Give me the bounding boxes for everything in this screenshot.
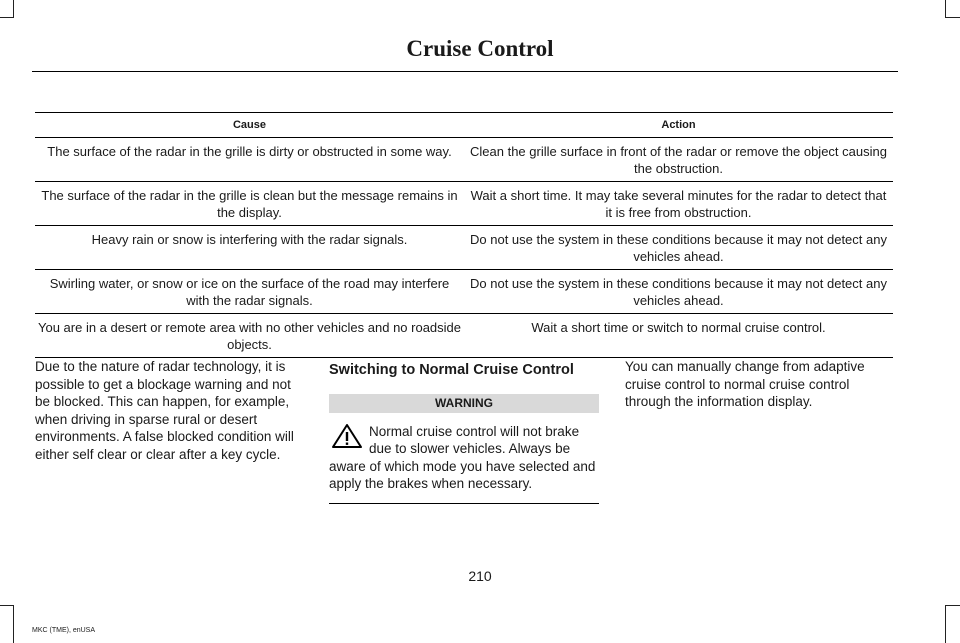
crop-mark-bottom-left-v [13,605,14,643]
warning-bottom-rule [329,503,599,504]
action-cell: Clean the grille surface in front of the radar or remove the object causing the obstruction. [464,138,893,182]
action-cell: Do not use the system in these conditions because it may not detect any vehicles ahead. [464,270,893,314]
body-column-2 [329,358,599,504]
crop-mark-top-right-v [945,0,946,18]
body-column-3 [625,358,890,411]
column-header-cause: Cause [35,113,464,138]
section-heading: Switching to Normal Cruise Control [329,362,574,378]
page-number: 210 [468,568,492,584]
warning-label-bar: WARNING [329,394,599,413]
table-row [35,270,893,314]
action-cell: Wait a short time or switch to normal cruise control. [464,314,893,358]
page-title: Cruise Control [406,36,554,61]
body-column-1 [35,358,307,463]
action-cell: Wait a short time. It may take several minutes for the radar to detect that it is free from obstruction. [464,182,893,226]
column-header-action: Action [464,113,893,138]
manual-switch-paragraph: You can manually change from adaptive cruise control to normal cruise control through the information display. [625,359,865,409]
document-code: MKC (TME), enUSA [32,627,96,634]
cause-cell: You are in a desert or remote area with no other vehicles and no roadside objects. [35,314,464,358]
cause-action-table [35,112,893,358]
table-row [35,314,893,358]
cause-cell: The surface of the radar in the grille is dirty or obstructed in some way. [35,138,464,182]
table-row [35,138,893,182]
warning-text: Normal cruise control will not brake due to slower vehicles. Always be aware of which mode you have selected and apply the brakes when necessary. [329,423,596,491]
table-header-row [35,113,893,138]
cause-cell: Heavy rain or snow is interfering with the radar signals. [35,226,464,270]
table-row [35,182,893,226]
crop-mark-top-right-h [945,17,960,18]
radar-blockage-paragraph: Due to the nature of radar technology, it is possible to get a blockage warning and not be blocked. This can happen, for example, when driving in sparse rural or desert environments. A false blocked condition will either self clear or clear after a key cycle. [35,359,294,462]
cause-cell: The surface of the radar in the grille is clean but the message remains in the display. [35,182,464,226]
crop-mark-bottom-right-h [945,605,960,606]
cause-cell: Swirling water, or snow or ice on the surface of the road may interfere with the radar signals. [35,270,464,314]
warning-box [329,423,599,493]
action-cell: Do not use the system in these conditions because it may not detect any vehicles ahead. [464,226,893,270]
crop-mark-top-left-h [0,17,14,18]
crop-mark-bottom-left-h [0,605,14,606]
header-rule [32,71,898,72]
warning-triangle-icon [331,423,363,449]
table-row [35,226,893,270]
crop-mark-bottom-right-v [945,605,946,643]
crop-mark-top-left-v [13,0,14,18]
